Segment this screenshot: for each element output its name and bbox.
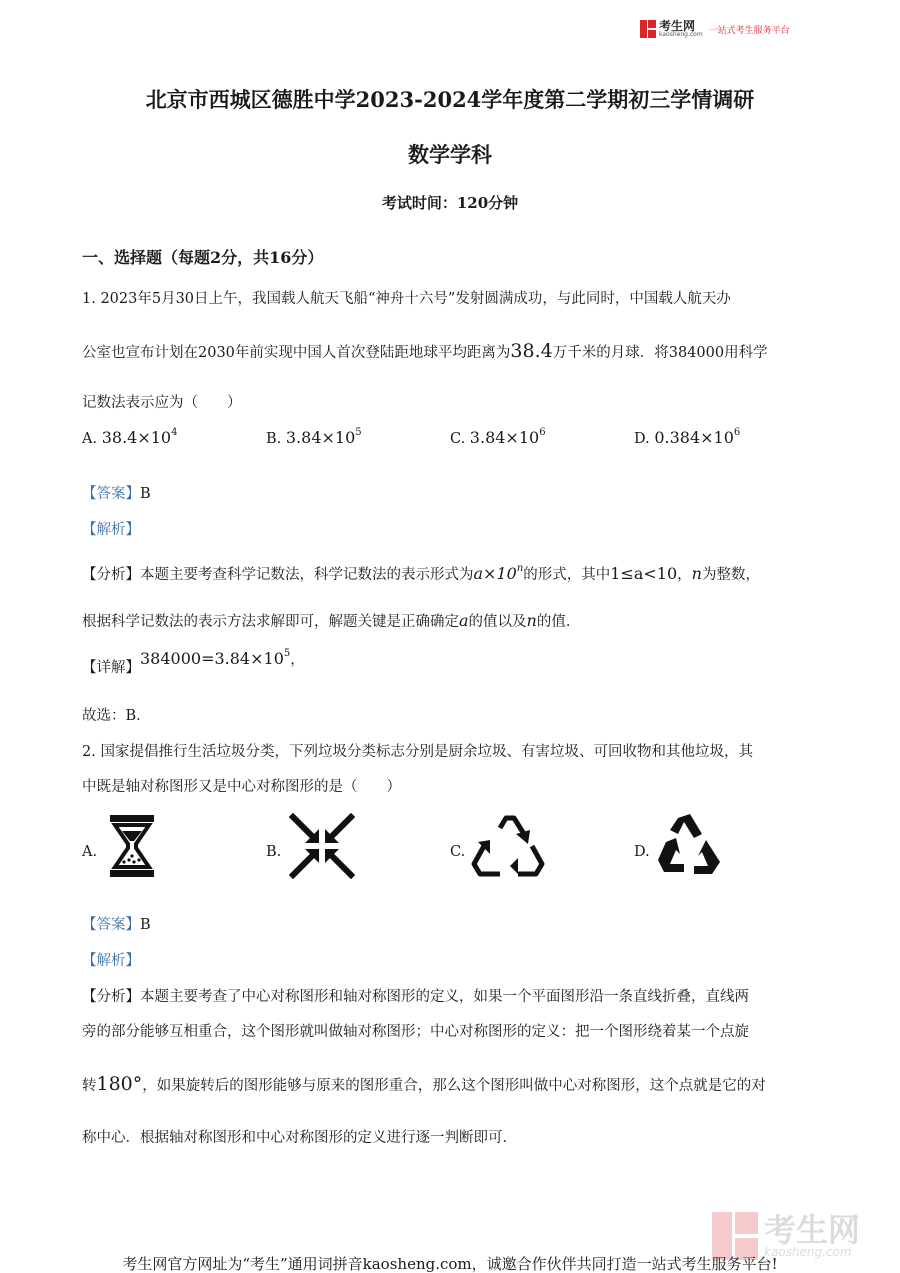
q2-analysis-tag: 【解析】 xyxy=(82,953,140,969)
header-logo xyxy=(640,20,790,38)
q1-choose: 故选：B． xyxy=(82,708,151,724)
q2-degree-value: 180° xyxy=(96,1073,143,1095)
recyclable-icon xyxy=(470,814,548,880)
q2-option-d-label: D. xyxy=(634,844,650,860)
watermark-en: kaosheng.com xyxy=(763,1245,852,1259)
kaosheng-logo-icon xyxy=(640,20,656,38)
section-heading: 一、选择题（每题2分，共16分） xyxy=(82,248,324,267)
q2-line2: 中既是轴对称图形又是中心对称图形的是（ ） xyxy=(82,779,401,795)
q1-line1: 1. 2023年5月30日上午，我国载人航天飞船“神舟十六号”发射圆满成功，与此同时，中国载人航天办 xyxy=(82,291,731,307)
q2-line1: 2. 国家提倡推行生活垃圾分类，下列垃圾分类标志分别是厨余垃圾、有害垃圾、可回收物和其他垃圾，其 xyxy=(82,744,753,760)
q1-line2-text-a: 公室也宣布计划在2030年前实现中国人首次登陆距地球平均距离为 xyxy=(82,345,511,361)
watermark-cn: 考生网 xyxy=(763,1211,860,1249)
logo-en: kaosheng.com xyxy=(659,31,703,38)
q1-distance-number: 38.4 xyxy=(510,340,553,362)
logo-cn: 考生网 xyxy=(659,19,696,33)
option-b-label: B. xyxy=(266,431,282,447)
q1-range-math: 1≤a<10 xyxy=(610,564,678,583)
option-b-value: $3.84\times 10^5$ xyxy=(285,427,362,447)
q2-fenxi-line1: 【分析】本题主要考查了中心对称图形和轴对称图形的定义，如果一个平面图形沿一条直线折叠，直线两 xyxy=(82,989,749,1005)
q2-option-b-label: B. xyxy=(266,844,282,860)
harmful-waste-icon xyxy=(289,813,355,879)
q1-fenxi-line2: 根据科学记数法的表示方法求解即可，解题关键是正确确定a的值以及n的值． xyxy=(82,611,581,630)
logo-slogan: 一站式考生服务平台 xyxy=(708,25,790,36)
option-a-value: $38.4\times 10^4$ xyxy=(101,427,178,447)
exam-time: 考试时间：120分钟 xyxy=(381,194,519,212)
q1-fenxi-line1: 【分析】本题主要考查科学记数法，科学记数法的表示形式为$a\times 10^n$的形式，其中1≤a<10，n为整数， xyxy=(82,563,760,583)
q1-analysis-tag: 【解析】 xyxy=(82,522,140,538)
q1-line2 xyxy=(82,340,768,362)
answer-tag: 【答案】 xyxy=(82,917,140,933)
q1-detail-math: $384000=3.84\times 10^5$ xyxy=(140,648,291,668)
q1-form-math: $a\times 10^n$ xyxy=(473,563,524,583)
option-d-label: D. xyxy=(634,431,650,447)
exam-title: 北京市西城区德胜中学2023-2024学年度第二学期初三学情调研 xyxy=(145,87,755,112)
q1-detail: 【详解】$384000=3.84\times 10^5$， xyxy=(82,648,305,676)
option-c-value: $3.84\times 10^6$ xyxy=(469,427,546,447)
exam-subject: 数学学科 xyxy=(408,142,492,167)
option-c-label: C. xyxy=(450,431,466,447)
q2-answer xyxy=(82,913,151,934)
answer-value: B xyxy=(140,486,151,502)
footer-text: 考生网官方网址为“考生”通用词拼音kaosheng.com，诚邀合作伙伴共同打造一站式考生服务平台! xyxy=(122,1255,778,1273)
q1-line3: 记数法表示应为（ ） xyxy=(82,395,242,411)
q1-option-a xyxy=(82,427,177,447)
q1-option-b xyxy=(266,427,362,447)
q2-fenxi-line2: 旁的部分能够互相重合，这个图形就叫做轴对称图形；中心对称图形的定义：把一个图形绕着某一个点旋 xyxy=(82,1024,749,1040)
answer-tag: 【答案】 xyxy=(82,486,140,502)
q2-fenxi-line4: 称中心．根据轴对称图形和中心对称图形的定义进行逐一判断即可． xyxy=(82,1130,517,1146)
q2-option-a-label: A. xyxy=(82,844,98,860)
other-waste-icon xyxy=(656,812,722,878)
answer-value: B xyxy=(140,917,151,933)
q2-fenxi-line3: 转180°，如果旋转后的图形能够与原来的图形重合，那么这个图形叫做中心对称图形，这个点就是它的对 xyxy=(82,1073,766,1095)
option-d-value: $0.384\times 10^6$ xyxy=(654,427,741,447)
q1-option-d xyxy=(634,427,740,447)
kitchen-waste-icon xyxy=(104,813,160,879)
q2-option-c-label: C. xyxy=(450,844,466,860)
q1-answer xyxy=(82,482,151,503)
option-a-label: A. xyxy=(82,431,98,447)
q1-option-c xyxy=(450,427,546,447)
q1-line2-text-b: 万千米的月球．将384000用科学 xyxy=(552,345,768,361)
